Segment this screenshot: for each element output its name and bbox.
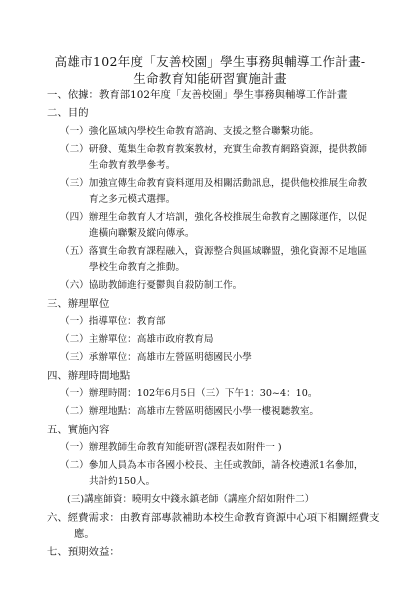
section-2-item-4 — [60, 212, 367, 224]
section-5-item-3 — [67, 494, 314, 506]
item-text: 強化區域內學校生命教育諮詢、支援之整合聯繫功能。 — [88, 126, 320, 137]
item-number: (三) — [67, 494, 85, 505]
item-text: 承辦單位：高雄市左營區明德國民小學 — [88, 352, 252, 363]
item-number: （五） — [60, 246, 89, 257]
section-2-item-5-cont: 學校生命教育之推動。 — [89, 262, 185, 273]
section-5-item-2-cont: 共計約150人。 — [89, 476, 156, 487]
item-text: 指導單位：教育部 — [88, 316, 166, 327]
section-5-item-1 — [60, 442, 282, 454]
section-2-item-1 — [60, 126, 319, 138]
section-6 — [47, 512, 380, 524]
section-3-item-1 — [60, 316, 166, 328]
item-number: （六） — [60, 280, 89, 291]
section-2-item-4-cont: 進橫向聯繫及縱向傳承。 — [89, 228, 195, 239]
section-4-heading: 四、辦理時間地點 — [47, 370, 131, 382]
item-text: 落實生命教育課程融入，資源整合與區域聯盟，強化資源不足地區 — [88, 246, 367, 257]
item-text: 參加人員為本市各國小校長、主任或教師，請各校遴派1名參加， — [88, 460, 364, 471]
section-2-item-3-cont: 育之多元模式選擇。 — [89, 194, 176, 205]
section-2-item-3 — [60, 178, 367, 190]
item-number: （一） — [60, 126, 89, 137]
section-2-item-6 — [60, 280, 242, 292]
section-2-item-2-cont: 生命教育教學參考。 — [89, 160, 176, 171]
item-text: 辦理地點：高雄市左營區明德國民小學一樓視聽教室。 — [88, 406, 320, 417]
item-text: 辦理教師生命教育知能研習(課程表如附件一 ) — [88, 442, 282, 453]
section-4-item-1 — [60, 388, 317, 400]
item-text: 講座師資：曉明女中錢永鎮老師（講座介紹如附件二） — [84, 494, 315, 505]
item-number: （三） — [60, 178, 89, 189]
item-text: 辦理時間：102年6月5日（三）下午1：30~4：10。 — [88, 388, 318, 399]
section-3-heading: 三、辦理單位 — [47, 298, 110, 310]
section-2-item-5 — [60, 246, 367, 258]
item-number: （一） — [60, 388, 89, 399]
section-3-item-3 — [60, 352, 252, 364]
section-6-text: 經費需求：由教育部專款補助本校生命教育資源中心項下相關經費支 — [67, 512, 380, 524]
section-7-heading: 七、預期效益： — [47, 546, 120, 558]
section-6-number: 六、 — [47, 512, 68, 524]
item-text: 研發、蒐集生命教育教案教材，充實生命教育網路資源，提供教師 — [88, 144, 367, 155]
item-text: 協助教師進行憂鬱與自殺防制工作。 — [88, 280, 243, 291]
section-5-heading: 五、實施內容 — [47, 424, 110, 436]
section-1 — [47, 89, 347, 101]
section-2-heading: 二、目的 — [47, 107, 89, 119]
section-6-cont: 應。 — [74, 528, 95, 540]
section-2-item-2 — [60, 144, 367, 156]
item-number: （三） — [60, 352, 89, 363]
section-3-item-2 — [60, 334, 214, 346]
item-number: （一） — [60, 316, 89, 327]
item-text: 主辦單位：高雄市政府教育局 — [88, 334, 214, 345]
section-1-text: 依據：教育部102年度「友善校園」學生事務與輔導工作計畫 — [67, 89, 348, 101]
item-text: 加強宣傳生命教育資料運用及相關活動訊息，提供他校推展生命教 — [88, 178, 367, 189]
section-4-item-2 — [60, 406, 319, 418]
item-number: （一） — [60, 442, 89, 453]
document-title-line-2: 生命教育知能研習實施計畫 — [133, 71, 287, 86]
item-number: （二） — [60, 144, 89, 155]
item-text: 辦理生命教育人才培訓，強化各校推展生命教育之團隊運作，以促 — [88, 212, 367, 223]
item-number: （四） — [60, 212, 89, 223]
item-number: （二） — [60, 334, 89, 345]
document-title-line-1: 高雄市102年度「友善校園」學生事務與輔導工作計畫- — [54, 54, 366, 69]
section-1-number: 一、 — [47, 89, 68, 101]
item-number: （二） — [60, 460, 89, 471]
section-5-item-2 — [60, 460, 364, 472]
item-number: （二） — [60, 406, 89, 417]
